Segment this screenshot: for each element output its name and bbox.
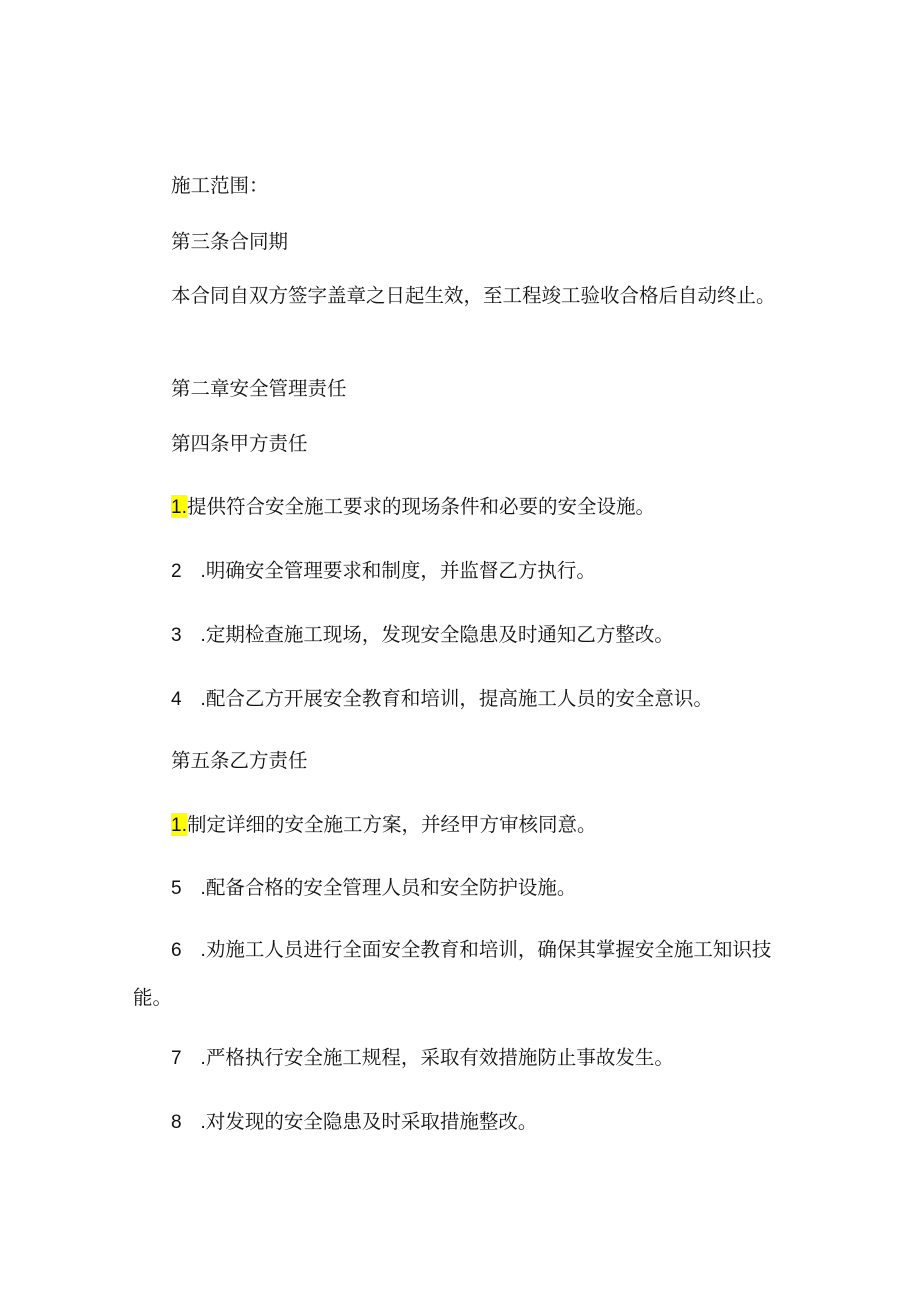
list-item-party-b-6: 6 .劝施工人员进行全面安全教育和培训，确保其掌握安全施工知识技能。	[133, 938, 772, 1009]
paragraph-construction-scope: 施工范围：	[171, 174, 269, 197]
list-item-party-a-1: 1.提供符合安全施工要求的现场条件和必要的安全设施。	[171, 495, 656, 518]
heading-article-4: 第四条甲方责任	[171, 432, 308, 455]
list-item-party-a-2: 2 .明确安全管理要求和制度，并监督乙方执行。	[171, 559, 596, 582]
list-item-party-b-8: 8 .对发现的安全隐患及时采取措施整改。	[171, 1110, 538, 1133]
list-item-party-a-3: 3 .定期检查施工现场，发现安全隐患及时通知乙方整改。	[171, 623, 674, 646]
heading-article-5: 第五条乙方责任	[171, 749, 308, 772]
heading-chapter-2: 第二章安全管理责任	[171, 377, 347, 400]
list-item-party-b-1: 1.制定详细的安全施工方案，并经甲方审核同意。	[171, 813, 597, 836]
list-item-party-b-5: 5 .配备合格的安全管理人员和安全防护设施。	[171, 876, 577, 899]
highlighted-number: 1.	[171, 814, 187, 836]
paragraph-contract-term: 本合同自双方签字盖章之日起生效，至工程竣工验收合格后自动终止。	[171, 284, 776, 307]
highlighted-number: 1.	[171, 496, 187, 518]
list-item-party-a-4: 4 .配合乙方开展安全教育和培训，提高施工人员的安全意识。	[171, 687, 713, 710]
heading-article-3: 第三条合同期	[171, 230, 289, 253]
list-item-party-b-7: 7 .严格执行安全施工规程，采取有效措施防止事故发生。	[171, 1046, 674, 1069]
